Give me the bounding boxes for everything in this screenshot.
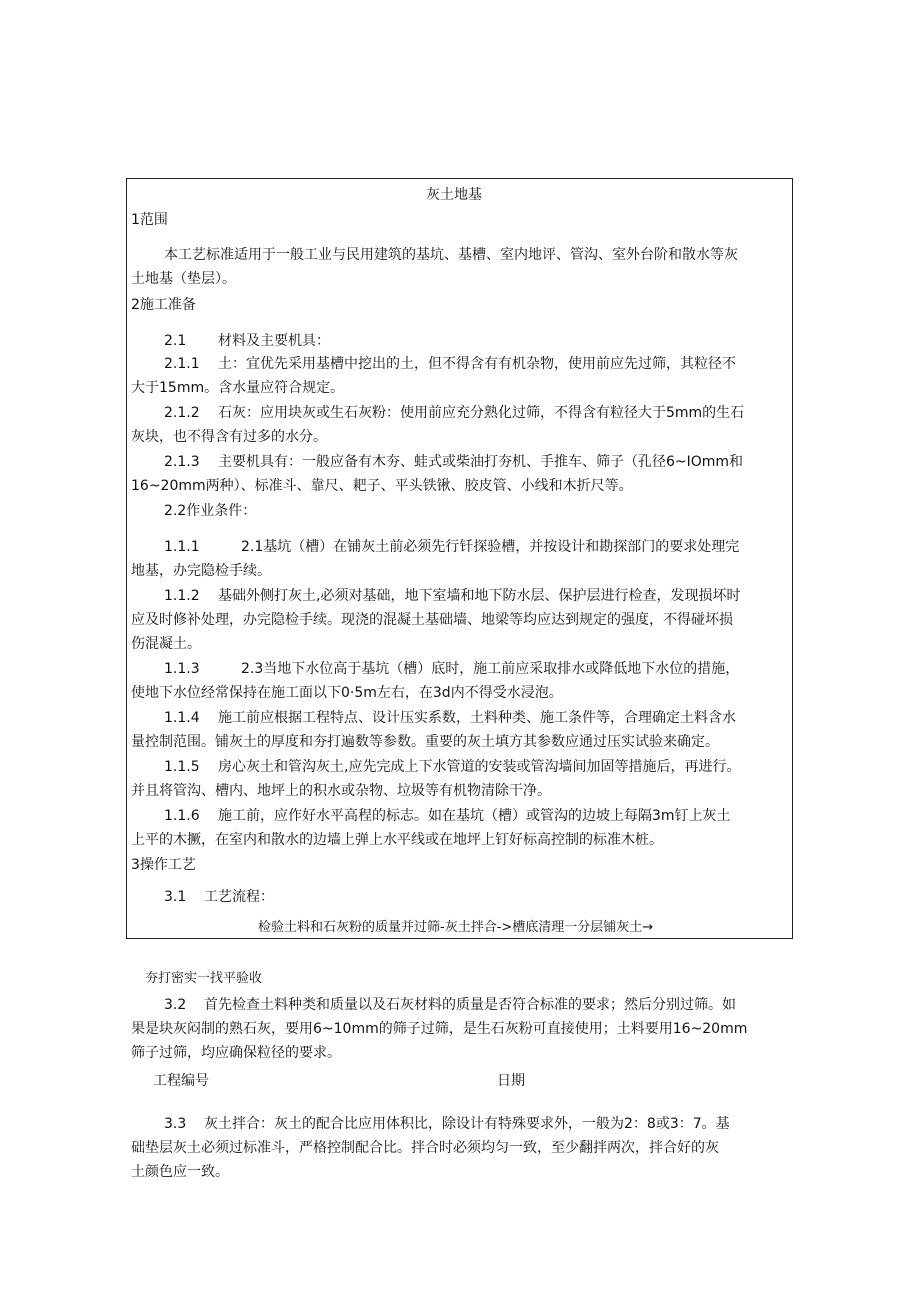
item-2-1-3-number: 2.1.3 [164,454,200,470]
item-2-2-heading: 2.2作业条件： [164,503,257,519]
item-1-1-3-line-2: 使地下水位经常保持在施工面以下0·5m左右，在3d内不得受水浸泡。 [131,685,563,701]
item-1-1-1-line-2: 地基，办完隐检手续。 [131,563,271,579]
project-number-label: 工程编号 [153,1073,209,1089]
section-1-text-2: 土地基（垫层）。 [131,271,236,287]
item-3-3-line-2: 础垫层灰土必须过标准斗，严格控制配合比。拌合时必须均匀一致，至少翻拌两次，拌合好的灰 [131,1140,719,1156]
item-2-1-2-line-1: 石灰：应用块灰或生石灰粉：使用前应充分熟化过筛，不得含有粒径大于5mm的生石 [218,405,745,421]
section-1-heading: 1范围 [131,212,168,228]
item-1-1-1-line-1: 2.1基坑（槽）在铺灰土前必须先行钎探验槽，并按设计和勘探部门的要求处理完 [241,539,740,555]
item-1-1-2-line-2: 应及时修补处理，办完隐检手续。现浇的混凝土基础墙、地梁等均应达到规定的强度，不得碰坏损 [131,612,733,628]
item-3-2-number: 3.2 [164,997,187,1013]
item-1-1-4-number: 1.1.4 [164,710,200,726]
item-1-1-2-number: 1.1.2 [164,588,200,604]
item-1-1-5-line-1: 房心灰土和管沟灰土,应先完成上下水管道的安装或管沟墙间加固等措施后，再进行。 [218,759,741,775]
item-2-1-3-line-1: 主要机具有：一般应备有木夯、蛙式或柴油打夯机、手推车、筛子（孔径6~IOmm和 [218,454,744,470]
item-1-1-5-number: 1.1.5 [164,759,200,775]
date-label: 日期 [497,1073,525,1089]
item-3-3-number: 3.3 [164,1116,187,1132]
item-2-1-1-number: 2.1.1 [164,356,200,372]
item-2-1-2-number: 2.1.2 [164,405,200,421]
item-3-3-line-1: 灰土拌合：灰土的配合比应用体积比，除设计有特殊要求外，一般为2：8或3：7。基 [204,1116,730,1132]
process-flow-line-2: 夯打密实一找平验收 [145,971,263,986]
item-1-1-1-number: 1.1.1 [164,539,200,555]
item-3-2-line-2: 果是块灰闷制的熟石灰，要用6~10mm的筛子过筛，是生石灰粉可直接使用；土料要用16~20mm [131,1021,748,1037]
item-3-1-text: 工艺流程： [204,889,274,905]
process-flow-line-1: 检验土料和石灰粉的质量并过筛-灰土拌合->槽底清理一分层铺灰土→ [258,920,654,935]
item-2-1-1-line-2: 大于15mm。含水量应符合规定。 [131,380,345,396]
item-1-1-3-line-1: 2.3当地下水位高于基坑（槽）底时，施工前应采取排水或降低地下水位的措施， [241,661,740,677]
item-1-1-6-line-1: 施工前，应作好水平高程的标志。如在基坑（槽）或管沟的边坡上每隔3m钉上灰土 [218,808,731,824]
item-1-1-2-line-1: 基础外侧打灰土,必须对基础，地下室墙和地下防水层、保护层进行检查，发现损坏时 [218,588,741,604]
item-2-1-number: 2.1 [164,333,187,349]
item-3-2-line-1: 首先检查土料种类和质量以及石灰材料的质量是否符合标准的要求；然后分别过筛。如 [204,997,736,1013]
item-1-1-4-line-2: 量控制范围。铺灰土的厚度和夯打遍数等参数。重要的灰土填方其参数应通过压实试验来确定。 [131,734,719,750]
item-1-1-3-number: 1.1.3 [164,661,200,677]
item-1-1-5-line-2: 并且将管沟、槽内、地坪上的积水或杂物、垃圾等有机物清除干净。 [131,783,551,799]
item-3-3-line-3: 土颜色应一致。 [131,1164,229,1180]
item-3-2-line-3: 筛子过筛，均应确保粒径的要求。 [131,1045,341,1061]
section-3-heading: 3操作工艺 [131,857,196,873]
item-1-1-4-line-1: 施工前应根据工程特点、设计压实系数，土料种类、施工条件等，合理确定土料含水 [218,710,736,726]
item-3-1-number: 3.1 [164,889,187,905]
section-1-text-1: 本工艺标准适用于一般工业与民用建筑的基坑、基槽、室内地评、管沟、室外台阶和散水等灰 [164,247,738,263]
item-1-1-6-number: 1.1.6 [164,808,200,824]
item-1-1-2-line-3: 伤混凝土。 [131,636,201,652]
item-2-1-1-line-1: 土：宜优先采用基槽中挖出的土，但不得含有有机杂物，使用前应先过筛，其粒径不 [218,356,736,372]
section-2-heading: 2施工准备 [131,297,196,313]
document-title: 灰土地基 [426,187,482,203]
item-2-1-text: 材料及主要机具： [218,333,330,349]
item-1-1-6-line-2: 上平的木撅，在室内和散水的边墙上弹上水平线或在地坪上钉好标高控制的标准木桩。 [131,832,663,848]
item-2-1-3-line-2: 16~20mm两种）、标准斗、靠尺、耙子、平头铁锹、胶皮管、小线和木折尺等。 [131,478,633,494]
item-2-1-2-line-2: 灰块，也不得含有过多的水分。 [131,429,327,445]
